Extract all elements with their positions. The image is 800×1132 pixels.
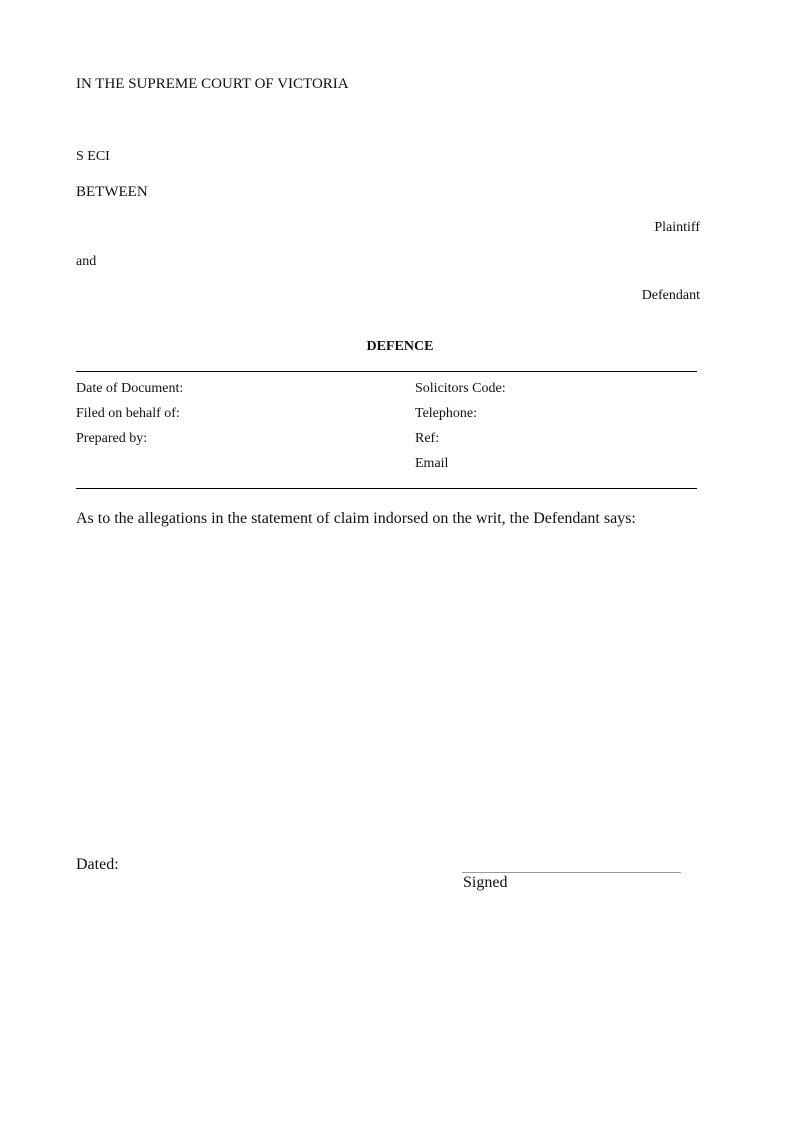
signed-label: Signed <box>463 874 508 891</box>
dated-label: Dated: <box>76 856 119 873</box>
solicitors-code-label: Solicitors Code: <box>415 381 506 396</box>
ref-label: Ref: <box>415 431 440 446</box>
top-divider <box>76 371 697 372</box>
between-label: BETWEEN <box>76 184 148 200</box>
date-of-document-label: Date of Document: <box>76 381 184 396</box>
prepared-by-label: Prepared by: <box>76 431 148 446</box>
document-title: DEFENCE <box>366 339 434 354</box>
bottom-divider <box>76 488 697 489</box>
telephone-label: Telephone: <box>415 406 477 421</box>
and-label: and <box>76 254 97 269</box>
case-number: S ECI <box>76 149 110 164</box>
defence-intro-text: As to the allegations in the statement of claim indorsed on the writ, the Defendant says: <box>76 510 636 527</box>
email-label: Email <box>415 456 449 471</box>
plaintiff-label: Plaintiff <box>654 220 700 235</box>
filed-on-behalf-of-label: Filed on behalf of: <box>76 406 180 421</box>
court-heading: IN THE SUPREME COURT OF VICTORIA <box>76 76 349 92</box>
signature-line <box>462 872 681 873</box>
defendant-label: Defendant <box>641 288 700 303</box>
